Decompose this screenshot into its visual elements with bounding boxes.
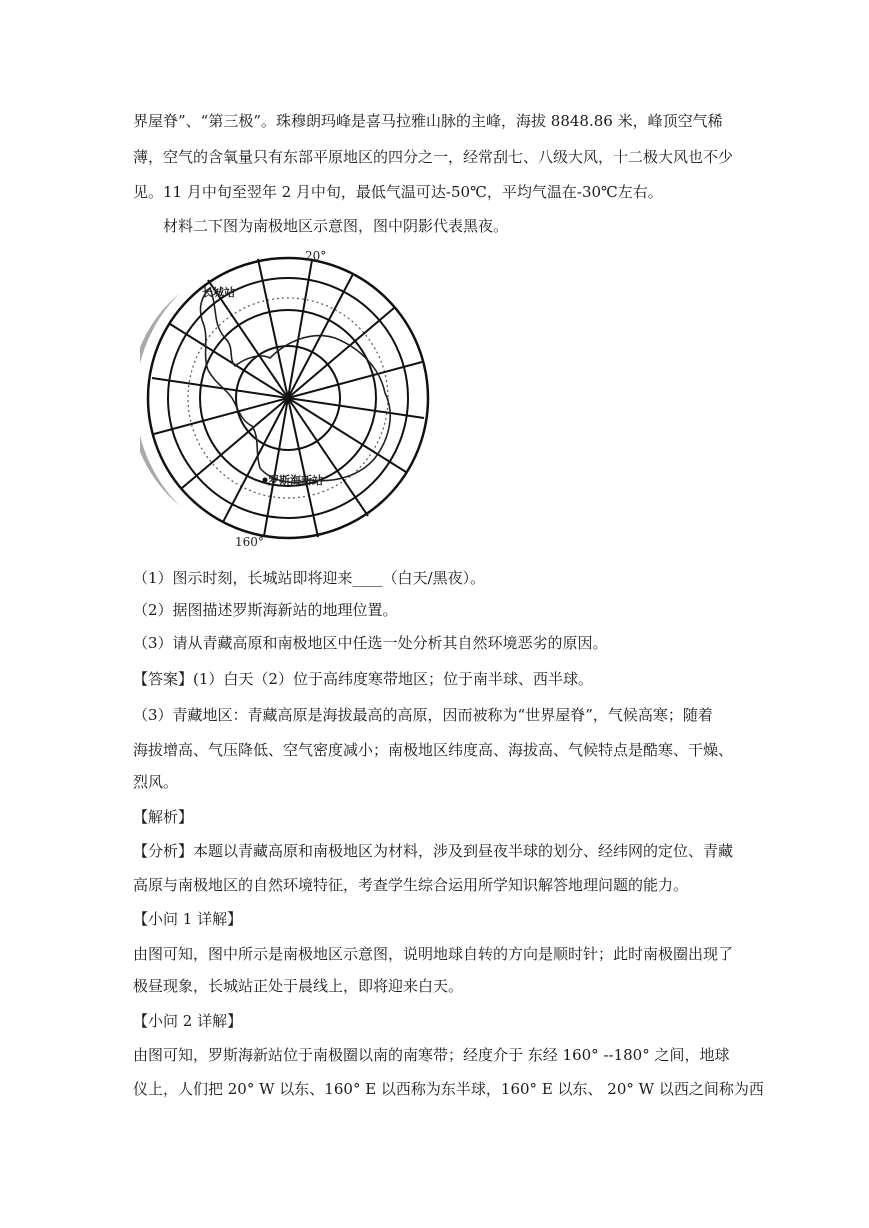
ross-sea-station-label: 罗斯海新站 [268, 474, 323, 487]
answer-line: 烈风。 [133, 773, 179, 791]
analysis-line: 高原与南极地区的自然环境特征，考查学生综合运用所学知识解答地理问题的能力。 [133, 876, 689, 894]
station-marker [263, 478, 268, 483]
great-wall-station-label: 长城站 [202, 286, 235, 299]
analysis-line: 由图可知，图中所示是南极地区示意图，说明地球自转的方向是顺时针；此时南极圈出现了 [133, 945, 734, 963]
answer-line: 【答案】(1）白天（2）位于高纬度寒带地区；位于南半球、西半球。 [133, 670, 593, 688]
longitude-label-bottom: 160° [235, 535, 264, 549]
analysis-line: 由图可知，罗斯海新站位于南极圈以南的南寒带；经度介于 东经 160° --180° 之间，地球 [133, 1046, 730, 1064]
question-line: （2）据图描述罗斯海新站的地理位置。 [133, 601, 398, 619]
answer-line: （3）青藏地区：青藏高原是海拔最高的高原，因而被称为“世界屋脊”，气候高寒；随着 [133, 706, 713, 724]
antarctic-map-figure [140, 248, 450, 553]
question-line: （1）图示时刻，长城站即将迎来____（白天/黑夜）。 [133, 569, 486, 587]
text-line: 界屋脊”、“第三极”。珠穆朗玛峰是喜马拉雅山脉的主峰，海拔 8848.86 米，峰顶空气稀 [133, 112, 723, 130]
answer-line: 海拔增高、气压降低、空气密度减小；南极地区纬度高、海拔高、气候特点是酷寒、干燥、 [133, 741, 734, 759]
meridians [152, 259, 424, 537]
antarctic-map [140, 248, 450, 553]
text-line: 见。11 月中旬至翌年 2 月中旬，最低气温可达-50℃，平均气温在-30℃左右。 [133, 183, 663, 201]
analysis-line: 极昼现象，长城站正处于晨线上，即将迎来白天。 [133, 977, 464, 995]
longitude-label-top: 20° [305, 249, 327, 263]
text-line: 材料二下图为南极地区示意图，图中阴影代表黑夜。 [163, 217, 509, 235]
text-line: 薄，空气的含氧量只有东部平原地区的四分之一，经常刮七、八级大风，十二极大风也不少 [133, 148, 734, 166]
night-shade [140, 293, 180, 506]
analysis-line: 【分析】本题以青藏高原和南极地区为材料，涉及到昼夜半球的划分、经纬网的定位、青藏 [133, 842, 734, 860]
analysis-heading: 【解析】 [133, 808, 194, 826]
question-line: （3）请从青藏高原和南极地区中任选一处分析其自然环境恶劣的原因。 [133, 634, 608, 652]
analysis-line: 仪上，人们把 20° W 以东、160° E 以西称为东半球，160° E 以东、 20° W 以西之间称为西 [133, 1080, 764, 1098]
sub-question-heading: 【小问 2 详解】 [133, 1012, 243, 1030]
sub-question-heading: 【小问 1 详解】 [133, 910, 243, 928]
